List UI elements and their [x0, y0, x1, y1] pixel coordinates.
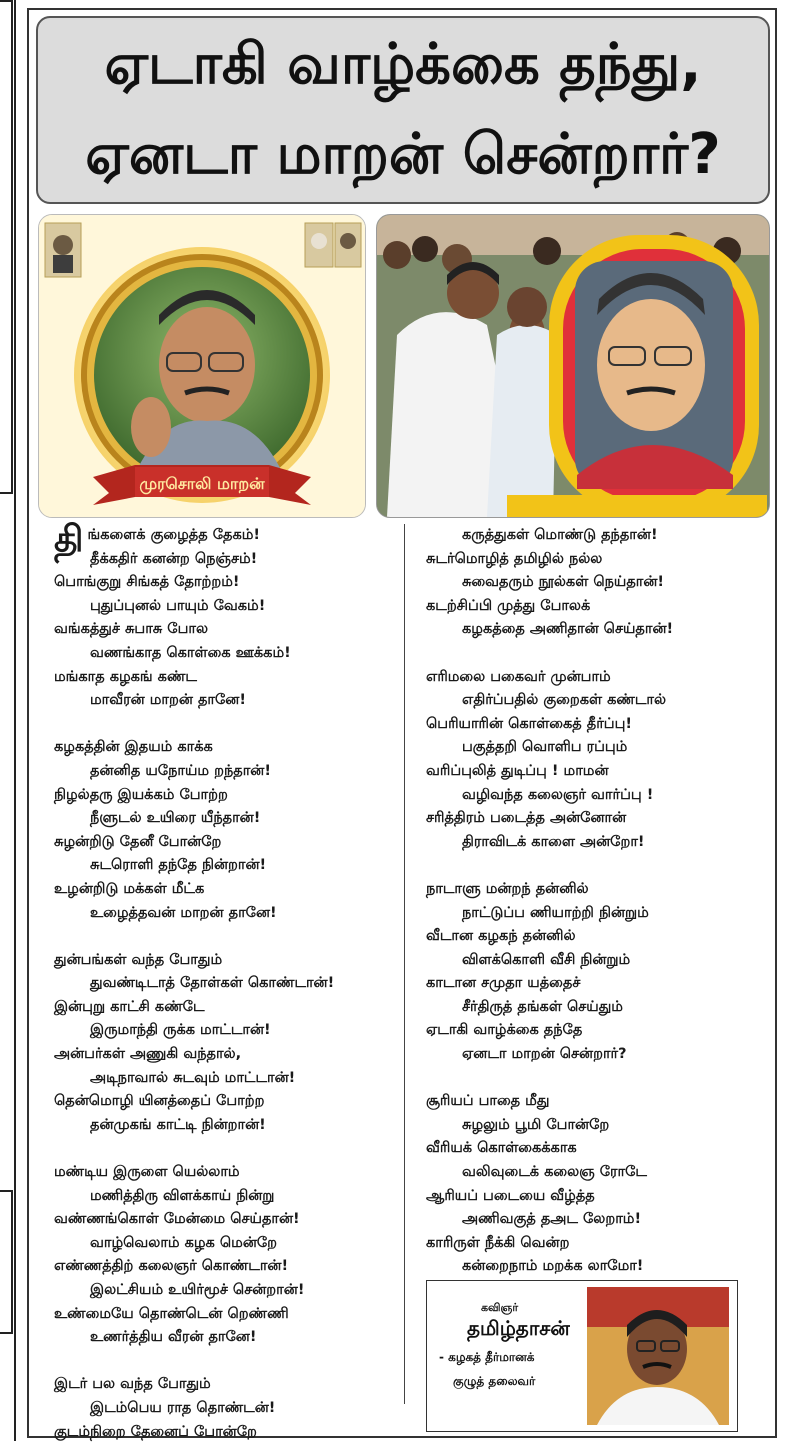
- poem-line: காடான சமுதா யத்தைச்: [426, 975, 581, 992]
- portrait-caption: முரசொலி மாறன்: [139, 474, 265, 493]
- poem-line: உழைத்தவன் மாறன் தானே!: [90, 904, 277, 921]
- poem-line: தன்னித யநோய்ம றந்தான்!: [90, 762, 271, 779]
- poem-line: அடிநாவால் சுடவும் மாட்டான்!: [90, 1069, 296, 1086]
- poem-line: காரிருள் நீக்கி வென்ற: [426, 1234, 570, 1251]
- poem-line: நாட்டுப்ப ணியாற்றி நின்றும்: [462, 904, 649, 921]
- poem-line: விளக்கொளி வீசி நின்றும்: [462, 951, 631, 968]
- headline-box: [36, 16, 770, 204]
- stanza-break: [426, 854, 776, 878]
- poem-line: மணித்திரு விளக்காய் நின்று: [90, 1187, 275, 1204]
- poem-line: மண்டிய இருளை யெல்லாம்: [54, 1164, 240, 1181]
- poem-line: உணர்த்திய வீரன் தானே!: [90, 1329, 257, 1346]
- headline-line-2: ஏனடா மாறன் சென்றார்?: [85, 122, 721, 187]
- poem-line: சூரியப் பாதை மீது: [426, 1093, 550, 1110]
- author-role-line-1: - கழகத் தீர்மானக்: [439, 1350, 535, 1364]
- adjacent-box-bottom: [0, 1190, 13, 1334]
- poem-line: தென்மொழி யினத்தைப் போற்ற: [54, 1093, 265, 1110]
- poem-line: மங்காத கழகங் கண்ட: [54, 668, 197, 685]
- poem-line: இன்புறு காட்சி கண்டே: [54, 998, 205, 1015]
- stanza-break: [426, 1067, 776, 1091]
- poem-left-column: [54, 519, 400, 1444]
- poem-line: கழகத்தை அணிதான் செய்தான்!: [462, 621, 674, 638]
- poem-line: நீளுடல் உயிரை யீந்தான்!: [90, 810, 261, 827]
- poem-line: உண்மையே தொண்டென் றெண்ணி: [54, 1305, 289, 1322]
- poem-line: சுடரொளி தந்தே நின்றான்!: [90, 857, 267, 874]
- poem-line: துன்பங்கள் வந்த போதும்: [54, 951, 223, 968]
- poem-line: உழன்றிடு மக்கள் மீட்க: [54, 880, 205, 897]
- poem-line: நாடாளு மன்றந் தன்னில்: [426, 880, 589, 897]
- poem-line: நிழல்தரு இயக்கம் போற்ற: [54, 786, 228, 803]
- poem-line: ஏடாகி வாழ்க்கை தந்தே: [426, 1022, 583, 1039]
- page-rule: [14, 0, 16, 1441]
- adjacent-article-edge: [0, 0, 18, 1441]
- poem-line: எதிர்ப்பதில் குறைகள் கண்டால்: [462, 692, 666, 709]
- poem-line: கன்றைநாம் மறக்க லாமோ!: [462, 1258, 644, 1275]
- poem-line: புதுப்புனல் பாயும் வேகம்!: [90, 597, 266, 614]
- poem-line: வண்ணங்கொள் மேன்மை செய்தான்!: [54, 1211, 300, 1228]
- author-photo: [587, 1287, 729, 1425]
- poem-line: வீரியக் கொள்கைக்காக: [426, 1140, 577, 1157]
- poem-line: அணிவகுத் தஅட லேறாம்!: [462, 1211, 642, 1228]
- poem-line: சுவைதரும் நூல்கள் நெய்தான்!: [462, 574, 665, 591]
- poem-line: பெரியாரின் கொள்கைத் தீர்ப்பு!: [426, 715, 632, 732]
- stanza-break: [54, 1137, 400, 1161]
- poem-line: இடர் பல வந்த போதும்: [54, 1376, 211, 1393]
- poem-line: வரிப்புலித் துடிப்பு ! மாமன்: [426, 762, 609, 779]
- poem-line: ஏனடா மாறன் சென்றார்?: [462, 1046, 627, 1063]
- poem-line: சுழலும் பூமி போன்றே: [462, 1116, 610, 1133]
- poem-line: வங்கத்துச் சுபாசு போல: [54, 621, 208, 638]
- poem-line: துவண்டிடாத் தோள்கள் கொண்டான்!: [90, 975, 335, 992]
- author-box: [426, 1280, 738, 1432]
- poem-line: வீடான கழகந் தன்னில்: [426, 928, 576, 945]
- poem-right-column: [426, 524, 776, 1279]
- poem-line: பொங்குறு சிங்கத் தோற்றம்!: [54, 574, 240, 591]
- poem-line-text: ங்களைக் குழைத்த தேகம்!: [87, 527, 261, 543]
- poem-line: எண்ணத்திற் கலைஞர் கொண்டான்!: [54, 1258, 289, 1275]
- poem-line: மாவீரன் மாறன் தானே!: [90, 692, 246, 709]
- stanza-break: [426, 642, 776, 666]
- poem-line: சீர்திருத் தங்கள் செய்தும்: [462, 998, 623, 1015]
- poem-line: எரிமலை பகைவர் முன்பாம்: [426, 668, 611, 685]
- poem-line: சுடர்மொழித் தமிழில் நல்ல: [426, 550, 603, 567]
- poem-line: இடம்பெய ராத தொண்டன்!: [90, 1399, 276, 1416]
- portrait-illustration: [39, 215, 365, 517]
- poem-dropcap: தி: [54, 519, 84, 560]
- poem-line: வழிவந்த கலைஞர் வார்ப்பு !: [462, 786, 654, 803]
- headline-line-1: ஏடாகி வாழ்க்கை தந்து,: [104, 32, 702, 97]
- tribute-photo: [376, 214, 770, 518]
- author-role-line-2: குழுத் தலைவர்: [453, 1374, 536, 1388]
- poem-line: கழகத்தின் இதயம் காக்க: [54, 739, 213, 756]
- portrait-image: [38, 214, 366, 518]
- poem-line: சரித்திரம் படைத்த அன்னோன்: [426, 810, 627, 827]
- poem-line: வணங்காத கொள்கை ஊக்கம்!: [90, 644, 291, 661]
- poem-line: வாழ்வெலாம் கழக மென்றே: [90, 1234, 278, 1251]
- stanza-break: [54, 925, 400, 949]
- poem-line: இலட்சியம் உயிர்மூச் சென்றான்!: [90, 1282, 305, 1298]
- poem-line: கருத்துகள் மொண்டு தந்தான்!: [462, 527, 658, 543]
- poem-line: திராவிடக் காளை அன்றோ!: [462, 833, 645, 850]
- author-name: தமிழ்தாசன்: [467, 1316, 570, 1340]
- poem-line: தன்முகங் காட்டி நின்றான்!: [90, 1116, 266, 1133]
- poem-line: இருமாந்தி ருக்க மாட்டான்!: [90, 1022, 271, 1039]
- author-credit: [439, 1301, 589, 1391]
- poem-line: பகுத்தறி வொளிப ரப்பும்: [462, 739, 628, 756]
- poem-line: அன்பர்கள் அணுகி வந்தால்,: [54, 1046, 242, 1063]
- author-title: கவிஞர்: [481, 1301, 519, 1314]
- poem-line: தீக்கதிர் கனன்ற நெஞ்சம்!: [90, 550, 258, 567]
- tribute-illustration: [377, 215, 769, 517]
- poem-line: வலிவுடைக் கலைஞ ரோடே: [462, 1164, 647, 1181]
- poem-line: குடம்நிறை தேனைப் போன்றே: [54, 1423, 257, 1440]
- stanza-break: [54, 1350, 400, 1374]
- poem-line: கடற்சிப்பி முத்து போலக்: [426, 597, 591, 614]
- poem-line: சுழன்றிடு தேனீ போன்றே: [54, 833, 222, 850]
- column-divider: [404, 524, 405, 1404]
- poem-line: ஆரியப் படையை வீழ்த்த: [426, 1187, 595, 1204]
- stanza-break: [54, 713, 400, 737]
- adjacent-box-top: [0, 0, 13, 494]
